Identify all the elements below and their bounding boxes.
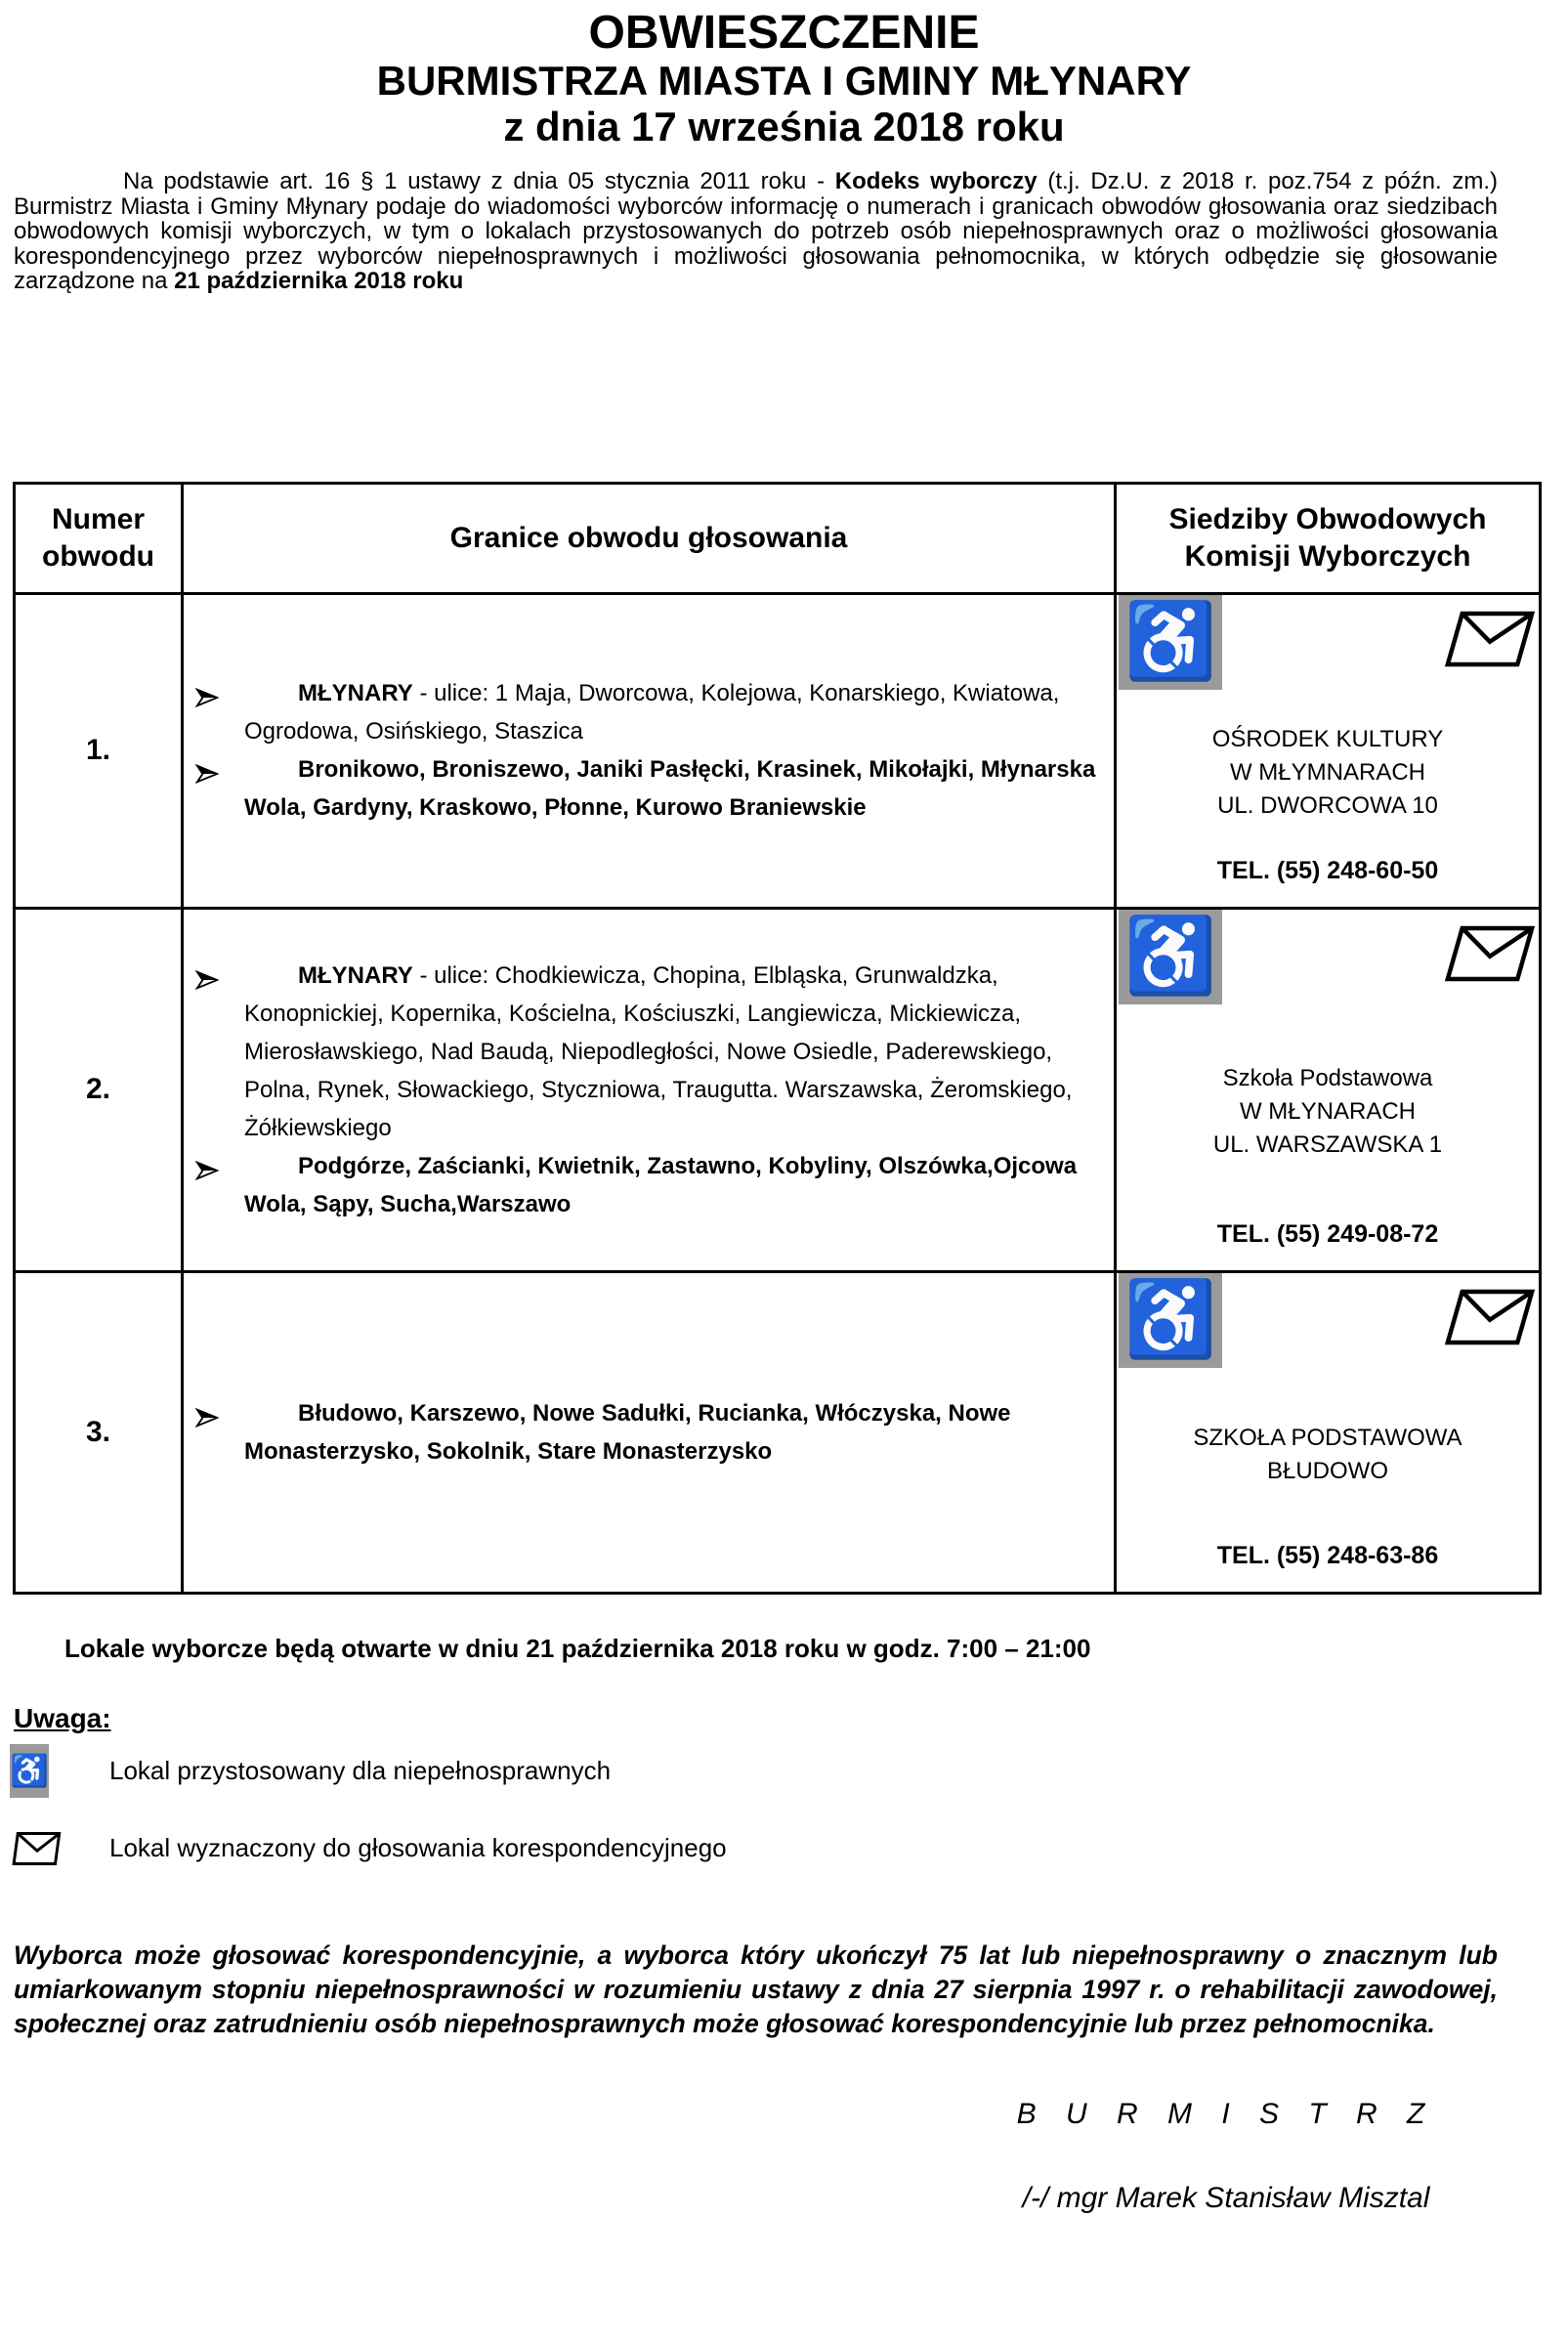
- commission-seat-cell: [1116, 1271, 1541, 1593]
- signature-name: /-/ mgr Marek Stanisław Misztal: [1022, 2181, 1430, 2214]
- wheelchair-accessible-icon: ♿: [1119, 595, 1222, 690]
- accessibility-icons-row: [1117, 1273, 1539, 1368]
- intro-paragraph: [14, 169, 1498, 294]
- commission-seat-cell: [1116, 908, 1541, 1271]
- signature-block: [894, 2098, 1558, 2215]
- boundary-text: Błudowo, Karszewo, Nowe Sadułki, Rucianka, Włóczyska, Nowe Monasterzysko, Sokolnik, Stare Monasterzysko: [244, 1399, 1011, 1465]
- mail-voting-icon: [1443, 609, 1537, 669]
- intro-text-1: Na podstawie art. 16 § 1 ustawy z dnia 05 stycznia 2011 roku -: [123, 168, 835, 195]
- districts-table: [13, 482, 1542, 1595]
- boundary-item: [184, 750, 1114, 827]
- legend-item-mail: [10, 1825, 1568, 1872]
- district-number: 3.: [15, 1271, 183, 1593]
- venue-address: OŚRODEK KULTURY W MŁYMNARACH UL. DWORCOWA 10: [1211, 726, 1444, 820]
- venue-phone: TEL. (55) 248-63-86: [1216, 1541, 1439, 1569]
- col-header-number: Numer obwodu: [15, 483, 183, 593]
- bullet-arrow-icon: [195, 758, 219, 796]
- table-row: [15, 593, 1541, 908]
- boundary-text: MŁYNARY - ulice: 1 Maja, Dworcowa, Kolejowa, Konarskiego, Kwiatowa, Ogrodowa, Osińskiego, Staszica: [244, 680, 1060, 746]
- venue-phone: TEL. (55) 249-08-72: [1216, 1219, 1439, 1248]
- wheelchair-accessible-icon: ♿: [1119, 1273, 1222, 1368]
- accessibility-icons-row: [1117, 595, 1539, 690]
- table-header-row: [15, 483, 1541, 593]
- document-title: [0, 7, 1568, 149]
- col-header-seats: Siedziby Obwodowych Komisji Wyborczych: [1116, 483, 1541, 593]
- title-line-2: BURMISTRZA MIASTA I GMINY MŁYNARY: [376, 57, 1192, 104]
- district-boundaries-cell: [183, 593, 1116, 908]
- wheelchair-accessible-icon: ♿: [10, 1744, 49, 1798]
- bullet-arrow-icon: [195, 1402, 219, 1440]
- boundary-text: MŁYNARY - ulice: Chodkiewicza, Chopina, Elbląska, Grunwaldzka, Konopnickiej, Kopernika, Kościelna, Kościuszki, Langiewicza, Mickiewicza, Mierosławskiego, Nad Baudą, Niepodległości, Nowe Osiedle, Paderewskiego, Polna, Rynek, Słowackiego, Styczniowa, Traugutta. Warszawska, Żeromskiego, Żółkiewskiego: [244, 961, 1073, 1141]
- legend-label: Lokal przystosowany dla niepełnosprawnych: [109, 1755, 612, 1785]
- boundary-item: [184, 957, 1114, 1147]
- boundary-text: Podgórze, Zaścianki, Kwietnik, Zastawno, Kobyliny, Olszówka,Ojcowa Wola, Sąpy, Sucha,Warszawo: [244, 1152, 1078, 1217]
- accessibility-icons-row: [1117, 910, 1539, 1004]
- legend: [10, 1744, 1568, 1872]
- opening-hours-note: Lokale wyborcze będą otwarte w dniu 21 października 2018 roku w godz. 7:00 – 21:00: [64, 1633, 1091, 1663]
- boundary-text: Bronikowo, Broniszewo, Janiki Pasłęcki, Krasinek, Mikołajki, Młynarska Wola, Gardyny, Kraskowo, Płonne, Kurowo Braniewskie: [244, 756, 1096, 822]
- venue-phone: TEL. (55) 248-60-50: [1216, 856, 1439, 884]
- note-heading: Uwaga:: [14, 1702, 111, 1733]
- district-boundaries-cell: [183, 1271, 1116, 1593]
- district-boundaries-cell: [183, 908, 1116, 1271]
- bullet-arrow-icon: [195, 1155, 219, 1193]
- venue-address: Szkoła Podstawowa W MŁYNARACH UL. WARSZAWSKA 1: [1212, 1065, 1443, 1159]
- boundary-item: [184, 1394, 1114, 1471]
- district-number: 1.: [15, 593, 183, 908]
- title-line-3: z dnia 17 września 2018 roku: [503, 103, 1065, 149]
- intro-bold-date: 21 października 2018 roku: [174, 268, 464, 295]
- mail-voting-icon: [1443, 923, 1537, 984]
- title-line-1: OBWIESZCZENIE: [588, 7, 980, 59]
- intro-text-2: (t.j. Dz.U. z 2018 r. poz.754 z późn. zm.) Burmistrz Miasta i Gminy Młynary podaje do wiadomości wyborców informację o numerach i granicach obwodów głosowania oraz siedzibach obwodowych komisji wyborczych, w tym o lokalach przystosowanych do potrzeb osób niepełnosprawnych oraz o możliwości głosowania korespondencyjnego przez wyborców niepełnosprawnych i możliwości głosowania pełnomocnika, w których odbędzie się głosowanie zarządzone na: [14, 168, 1498, 295]
- district-number: 2.: [15, 908, 183, 1271]
- col-header-boundaries: Granice obwodu głosowania: [183, 483, 1116, 593]
- wheelchair-accessible-icon: ♿: [1119, 910, 1222, 1004]
- signature-role: B U R M I S T R Z: [1016, 2097, 1436, 2130]
- intro-bold-kodeks: Kodeks wyborczy: [834, 168, 1038, 195]
- mail-voting-icon: [10, 1825, 64, 1872]
- mail-voting-icon: [1443, 1287, 1537, 1347]
- commission-seat-cell: [1116, 593, 1541, 908]
- legend-item-wheelchair: [10, 1744, 1568, 1798]
- correspondence-voting-paragraph: Wyborca może głosować korespondencyjnie, a wyborca który ukończył 75 lat lub niepełnosprawny o znacznym lub umiarkowanym stopniu niepełnosprawności w rozumieniu ustawy z dnia 27 sierpnia 1997 r. o rehabilitacji zawodowej, społecznej oraz zatrudnieniu osób niepełnosprawnych może głosować korespondencyjnie lub przez pełnomocnika.: [14, 1940, 1498, 2038]
- boundary-item: [184, 674, 1114, 750]
- bullet-arrow-icon: [195, 682, 219, 720]
- boundary-item: [184, 1147, 1114, 1223]
- bullet-arrow-icon: [195, 964, 219, 1002]
- legend-label: Lokal wyznaczony do głosowania korespondencyjnego: [109, 1833, 727, 1863]
- venue-address: SZKOŁA PODSTAWOWA BŁUDOWO: [1193, 1424, 1462, 1484]
- table-row: [15, 908, 1541, 1271]
- table-row: [15, 1271, 1541, 1593]
